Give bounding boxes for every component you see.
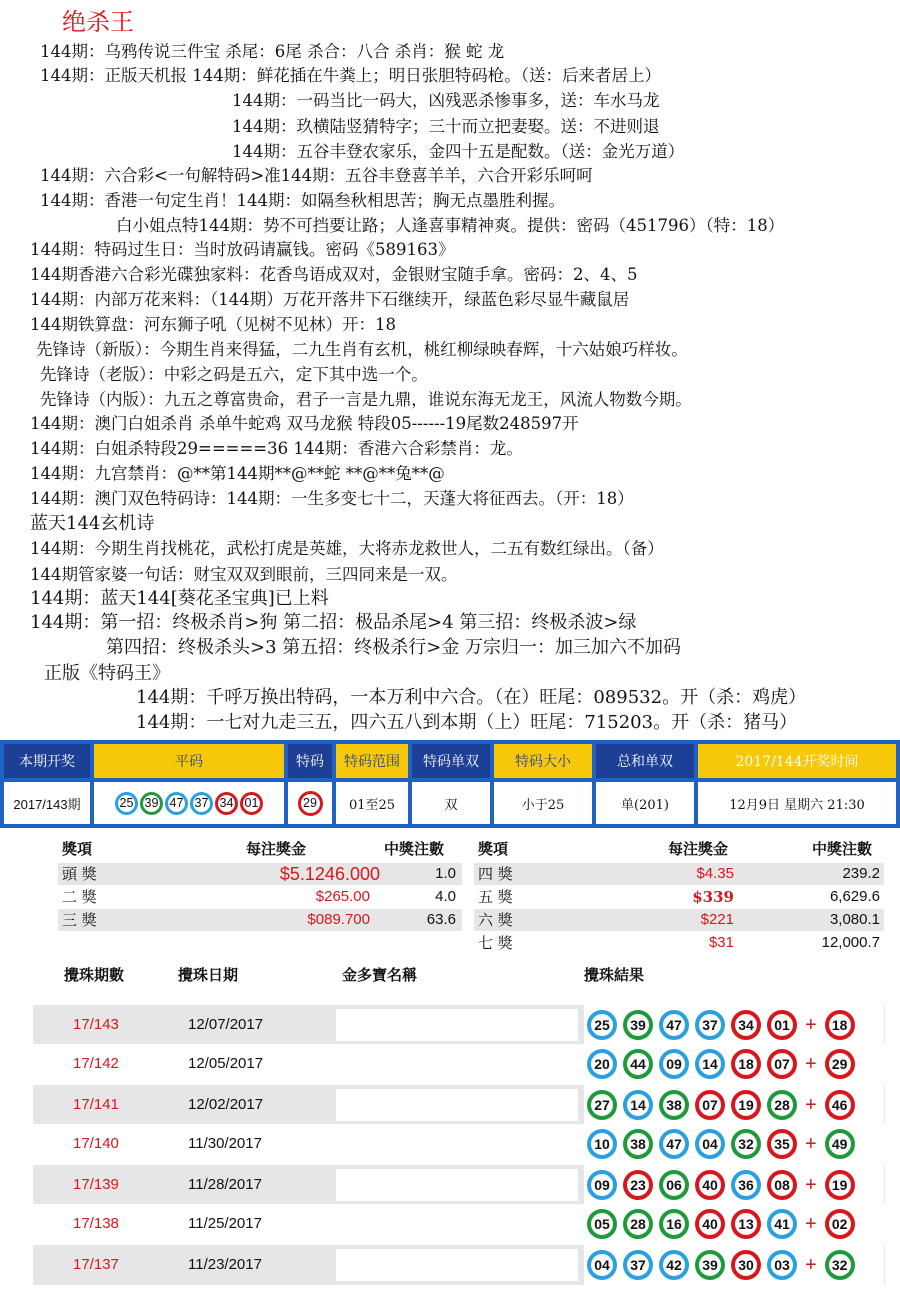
history-balls [584,1044,884,1084]
history-balls [584,1124,884,1164]
history-balls [584,1165,884,1205]
prize-name: 五 獎 [478,888,513,906]
draw-period: 2017/143期 [4,782,90,824]
number-ball: 16 [659,1209,689,1239]
text-line: 144期管家婆一句话：财宝双双到眼前，三四同来是一双。 [30,565,458,584]
text-line: 144期：内部万花来料：（144期）万花开落井下石继续开，绿蓝色彩尽显牛藏鼠居 [30,290,630,309]
number-ball: 03 [767,1250,797,1280]
prize-amount: $5.1246.000 [279,864,380,884]
number-ball: 01 [767,1010,797,1040]
prize-header-name: 獎項 [478,840,509,858]
number-ball: 14 [695,1049,725,1079]
plus-icon: + [805,1013,817,1036]
history-date: 12/02/2017 [188,1096,264,1113]
text-line: 144期：九宫禁肖：@**第144期**@**蛇 **@**兔**@ [30,464,445,483]
number-ball: 39 [623,1010,653,1040]
number-ball: 47 [659,1129,689,1159]
number-ball: 07 [767,1049,797,1079]
normal-balls [94,782,284,824]
special-ball: 32 [825,1250,855,1280]
history-period: 17/138 [73,1215,119,1232]
history-name-cell [336,1009,578,1041]
number-ball: 34 [731,1010,761,1040]
prize-amount: $339 [692,888,734,906]
plus-icon: + [805,1212,817,1235]
prize-count: 3,080.1 [829,911,880,928]
history-period: 17/142 [73,1055,119,1072]
history-date: 11/28/2017 [188,1176,262,1193]
number-ball: 28 [767,1090,797,1120]
special-odd-even-value: 双 [412,782,490,824]
number-ball: 39 [140,792,163,815]
prize-amount: $4.35 [696,865,734,882]
history-row [33,1165,885,1205]
special-ball: 19 [825,1170,855,1200]
number-ball: 35 [767,1129,797,1159]
history-row [33,1124,885,1164]
number-ball: 42 [659,1250,689,1280]
history-date: 11/25/2017 [188,1215,262,1232]
special-ball-cell [288,782,332,824]
prize-name: 六 獎 [478,911,513,929]
number-ball: 32 [731,1129,761,1159]
text-line: 144期：今期生肖找桃花，武松打虎是英雄，大将赤龙救世人，二五有数红绿出。（备） [30,539,664,558]
number-ball: 38 [659,1090,689,1120]
prize-name: 三 獎 [62,911,97,929]
history-date: 11/30/2017 [188,1135,262,1152]
history-period: 17/139 [73,1176,119,1193]
number-ball: 25 [587,1010,617,1040]
plus-icon: + [805,1132,817,1155]
text-line: 144期：正版天机报 144期：鲜花插在牛粪上；明日张胆特码枪。（送：后来者居上） [40,66,661,85]
text-line: 144期：五谷丰登农家乐，金四十五是配数。（送：金光万道） [232,142,685,161]
prize-count: 12,000.7 [821,934,880,951]
text-line: 144期：特码过生日：当时放码请赢钱。密码《589163》 [30,240,455,259]
text-line: 先锋诗（新版）：今期生肖来得猛，二九生肖有玄机，桃红柳绿映春辉，十六姑娘巧样妆。 [36,340,688,359]
history-header-date: 攪珠日期 [178,966,239,984]
history-name-cell [336,1169,578,1201]
history-period: 17/141 [73,1096,119,1113]
prize-amount: $089.700 [307,911,370,928]
history-name-cell [336,1128,578,1160]
prize-row [58,909,462,931]
prize-header-count: 中獎注數 [384,840,445,858]
history-header-result: 攪珠結果 [584,966,645,984]
prize-count: 239.2 [842,865,880,882]
number-ball: 04 [587,1250,617,1280]
plus-icon: + [805,1052,817,1075]
special-ball: 02 [825,1209,855,1239]
text-line: 144期：第一招：终极杀肖>狗 第二招：极品杀尾>4 第三招：终极杀波>绿 [30,612,637,633]
number-ball: 13 [731,1209,761,1239]
header-next-draw-time: 2017/144开奖时间 [698,744,896,778]
plus-icon: + [805,1253,817,1276]
text-line: 正版《特码王》 [44,663,170,684]
history-name-cell [336,1089,578,1121]
number-ball: 47 [165,792,188,815]
sum-odd-even-value: 单(201) [596,782,694,824]
text-line: 先锋诗（老版）：中彩之码是五六，定下其中选一个。 [40,365,428,384]
header-current-draw: 本期开奖 [4,744,90,778]
history-header-name: 金多寶名稱 [342,966,418,984]
prize-row [474,863,884,885]
number-ball: 10 [587,1129,617,1159]
special-size-value: 小于25 [494,782,592,824]
special-ball: 29 [825,1049,855,1079]
number-ball: 30 [731,1250,761,1280]
prize-amount: $265.00 [315,888,370,905]
prize-name: 頭 獎 [62,865,97,883]
special-ball: 29 [298,791,323,816]
text-line: 第四招：终极杀头>3 第五招：终极杀行>金 万宗归一：加三加六不加码 [106,637,682,658]
header-normal-numbers: 平码 [94,744,284,778]
history-balls [584,1005,884,1045]
history-period: 17/137 [73,1256,119,1273]
page-title: 绝杀王 [62,8,134,36]
history-period: 17/143 [73,1016,119,1033]
number-ball: 37 [623,1250,653,1280]
number-ball: 28 [623,1209,653,1239]
prize-count: 63.6 [426,911,456,928]
prize-name: 七 獎 [478,934,513,952]
prize-amount: $31 [708,934,734,951]
text-line: 144期：一七对九走三五，四六五八到本期（上）旺尾：715203。开（杀：猪马） [136,712,798,733]
text-line: 144期铁算盘：河东狮子吼（见树不见林）开：18 [30,315,396,334]
text-line: 144期：香港一句定生肖！144期：如隔叁秋相思苦；胸无点墨胜利握。 [40,191,565,210]
special-ball: 18 [825,1010,855,1040]
text-line: 白小姐点特144期：势不可挡要让路；人逢喜事精神爽。提供：密码（451796）（特：18） [116,216,785,235]
draw-result-table [0,740,900,828]
prize-amount: $221 [700,911,734,928]
text-line: 144期：千呼万换出特码，一本万利中六合。（在）旺尾：089532。开（杀：鸡虎） [136,687,807,708]
number-ball: 40 [695,1209,725,1239]
number-ball: 09 [587,1170,617,1200]
text-line: 144期：六合彩<一句解特码>准144期：五谷丰登喜羊羊，六合开彩乐呵呵 [40,166,593,185]
number-ball: 08 [767,1170,797,1200]
header-special-number: 特码 [288,744,332,778]
prize-count: 1.0 [435,865,456,882]
prize-row [474,932,884,954]
history-name-cell [336,1048,578,1080]
number-ball: 14 [623,1090,653,1120]
prize-name: 二 獎 [62,888,97,906]
history-balls [584,1085,884,1125]
history-date: 12/07/2017 [188,1016,264,1033]
prize-header-amount: 每注獎金 [668,840,729,858]
history-date: 11/23/2017 [188,1256,262,1273]
number-ball: 41 [767,1209,797,1239]
text-line: 144期：玖横陆竖猜特字；三十而立把妻娶。送：不进则退 [232,117,660,136]
number-ball: 34 [215,792,238,815]
history-name-cell [336,1249,578,1281]
prize-row [474,886,884,908]
special-range-value: 01至25 [336,782,408,824]
number-ball: 20 [587,1049,617,1079]
prize-row [58,863,462,885]
history-header-period: 攪珠期數 [64,966,125,984]
special-ball: 49 [825,1129,855,1159]
text-heading: 蓝天144玄机诗 [30,513,155,534]
number-ball: 06 [659,1170,689,1200]
number-ball: 07 [695,1090,725,1120]
number-ball: 44 [623,1049,653,1079]
draw-body-row [4,782,896,824]
header-special-odd-even: 特码单双 [412,744,490,778]
draw-header-row [4,744,896,778]
next-draw-time-value: 12月9日 星期六 21:30 [698,782,896,824]
prize-header-amount: 每注獎金 [246,840,307,858]
number-ball: 01 [240,792,263,815]
plus-icon: + [805,1173,817,1196]
prize-header-count: 中獎注數 [812,840,873,858]
history-row [33,1204,885,1244]
number-ball: 23 [623,1170,653,1200]
history-row [33,1005,885,1045]
text-line: 144期：乌鸦传说三件宝 杀尾：6尾 杀合：八合 杀肖：猴 蛇 龙 [40,42,505,61]
number-ball: 18 [731,1049,761,1079]
number-ball: 04 [695,1129,725,1159]
prize-count: 6,629.6 [829,888,880,905]
number-ball: 19 [731,1090,761,1120]
number-ball: 25 [115,792,138,815]
history-row [33,1044,885,1084]
plus-icon: + [805,1093,817,1116]
text-line: 144期：白姐杀特段29=====36 144期：香港六合彩禁肖：龙。 [30,439,523,458]
history-balls [584,1245,884,1285]
text-line: 144期：澳门白姐杀肖 杀单牛蛇鸡 双马龙猴 特段05------19尾数248597开 [30,414,579,433]
history-balls [584,1204,884,1244]
history-name-cell [336,1208,578,1240]
number-ball: 39 [695,1250,725,1280]
prize-header-name: 獎項 [62,840,93,858]
number-ball: 37 [190,792,213,815]
history-row [33,1245,885,1285]
header-special-size: 特码大小 [494,744,592,778]
prize-count: 4.0 [435,888,456,905]
number-ball: 37 [695,1010,725,1040]
prize-name: 四 獎 [478,865,513,883]
prize-row [474,909,884,931]
text-line: 144期：澳门双色特码诗：144期：一生多变七十二，天蓬大将征西去。（开：18） [30,489,634,508]
number-ball: 36 [731,1170,761,1200]
header-special-range: 特码范围 [336,744,408,778]
number-ball: 27 [587,1090,617,1120]
special-ball: 46 [825,1090,855,1120]
text-line: 144期：蓝天144[葵花圣宝典]已上料 [30,588,329,609]
number-ball: 09 [659,1049,689,1079]
text-line: 144期香港六合彩光碟独家料：花香鸟语成双对，金银财宝随手拿。密码：2、4、5 [30,265,638,284]
text-line: 先锋诗（内版）：九五之尊富贵命，君子一言是九鼎，谁说东海无龙王，风流人物数今期。 [40,390,692,409]
history-period: 17/140 [73,1135,119,1152]
number-ball: 05 [587,1209,617,1239]
header-sum-odd-even: 总和单双 [596,744,694,778]
prize-row [58,886,462,908]
number-ball: 47 [659,1010,689,1040]
history-date: 12/05/2017 [188,1055,264,1072]
number-ball: 38 [623,1129,653,1159]
history-row [33,1085,885,1125]
text-line: 144期：一码当比一码大，凶残恶杀惨事多，送：车水马龙 [232,91,660,110]
number-ball: 40 [695,1170,725,1200]
